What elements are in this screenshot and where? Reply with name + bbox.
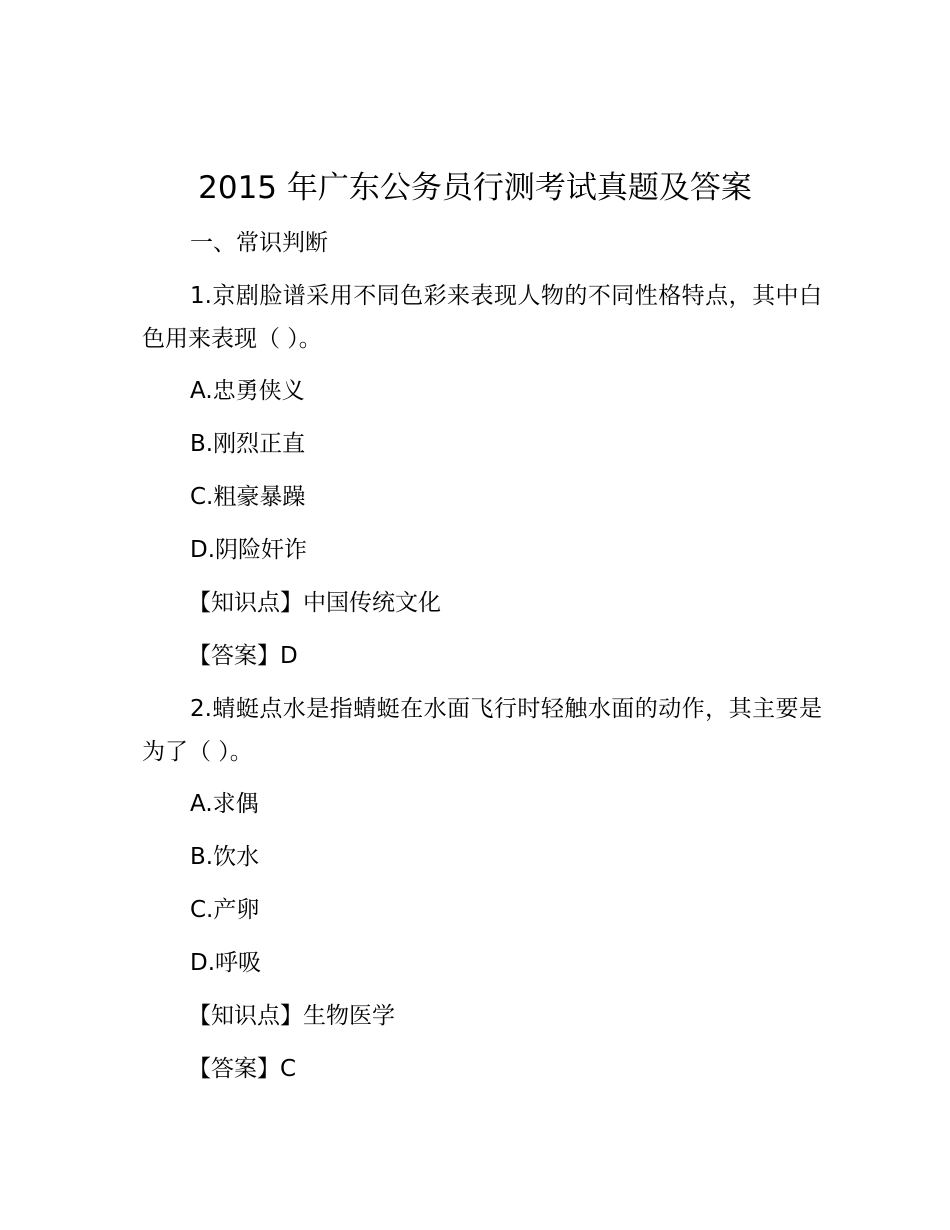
question-2-stem: 2.蜻蜓点水是指蜻蜓在水面飞行时轻触水面的动作，其主要是为了（ ）。 xyxy=(142,696,822,765)
question-2-answer: 【答案】C xyxy=(188,1056,297,1082)
question-2-option-b: B.饮水 xyxy=(190,844,260,870)
question-1-stem: 1.京剧脸谱采用不同色彩来表现人物的不同性格特点，其中白色用来表现（ ）。 xyxy=(142,283,822,352)
question-1-option-d: D.阴险奸诈 xyxy=(190,537,308,563)
question-2-option-a: A.求偶 xyxy=(190,791,259,817)
section-heading: 一、常识判断 xyxy=(190,230,328,256)
question-1-option-c: C.粗豪暴躁 xyxy=(190,484,306,510)
question-2-knowledge-point: 【知识点】生物医学 xyxy=(188,1003,395,1029)
question-1-option-b: B.刚烈正直 xyxy=(190,431,306,457)
question-1-option-a: A.忠勇侠义 xyxy=(190,378,305,404)
question-1-answer: 【答案】D xyxy=(188,643,298,669)
question-2-option-d: D.呼吸 xyxy=(190,950,262,976)
question-1-knowledge-point: 【知识点】中国传统文化 xyxy=(188,590,441,616)
question-2-option-c: C.产卵 xyxy=(190,897,260,923)
page-title: 2015 年广东公务员行测考试真题及答案 xyxy=(198,170,752,206)
